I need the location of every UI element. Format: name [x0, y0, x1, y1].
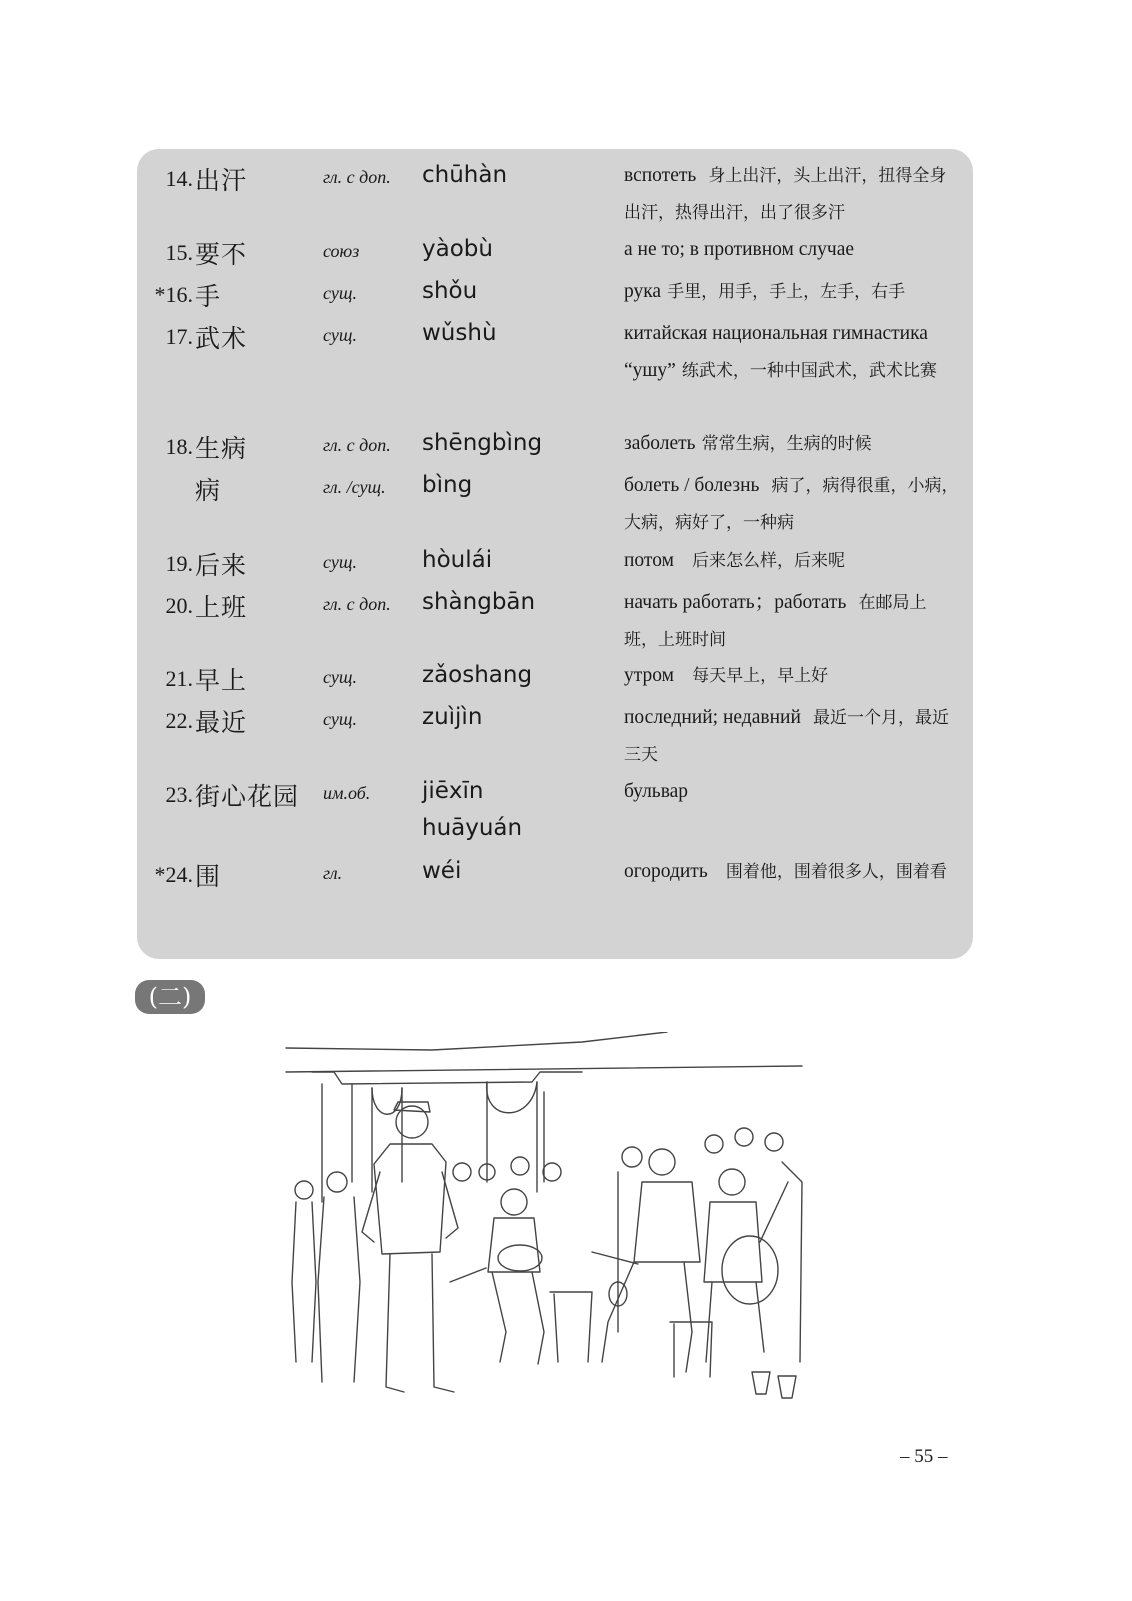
vocab-pinyin: wéi [422, 858, 462, 884]
vocab-pos: им.об. [323, 783, 371, 803]
vocab-translation [624, 542, 959, 579]
vocab-number: 15. [165, 240, 193, 265]
vocab-word: 最近 [195, 708, 248, 737]
vocab-pinyin: shēngbìng [422, 430, 543, 456]
vocab-examples: 身上出汗，头上出汗，扭得全身出汗，热得出汗，出了很多汗 [624, 166, 947, 223]
vocab-examples: 病了，病得很重，小病，大病，病好了，一种病 [624, 476, 959, 533]
vocab-pinyin-line2: huāyuán [422, 815, 523, 841]
vocab-translation [624, 773, 959, 810]
vocab-pinyin: wǔshù [422, 320, 497, 346]
vocab-pos: гл. с доп. [323, 167, 391, 187]
vocab-pinyin: jiēxīn [422, 778, 484, 804]
vocab-number: 18. [165, 434, 193, 459]
vocab-pos: сущ. [323, 552, 357, 572]
vocab-word: 生病 [195, 434, 248, 463]
vocab-meaning: начать работать；работать [624, 592, 847, 613]
vocab-pos: гл. /сущ. [323, 477, 386, 497]
vocab-examples: 后来怎么样，后来呢 [692, 551, 846, 571]
vocab-word: 要不 [195, 240, 248, 269]
vocab-examples: 在邮局上班，上班时间 [624, 593, 927, 650]
vocab-word: 手 [195, 282, 222, 311]
vocab-number: 14. [165, 166, 193, 191]
vocab-examples: 围着他，围着很多人，围着看 [725, 862, 947, 882]
vocab-pos: гл. с доп. [323, 435, 391, 455]
street-musicians-illustration [282, 1032, 804, 1416]
vocab-word: 后来 [195, 551, 248, 580]
vocabulary-panel [137, 149, 973, 959]
vocab-word: 上班 [195, 593, 248, 622]
vocab-meaning: утром [624, 665, 674, 686]
vocab-pinyin: shàngbān [422, 589, 536, 615]
page-number: – 55 – [900, 1446, 948, 1467]
vocab-number: 17. [165, 324, 193, 349]
vocab-pos: сущ. [323, 283, 357, 303]
vocab-translation [624, 315, 959, 389]
vocab-number: 21. [165, 666, 193, 691]
vocab-pos: сущ. [323, 325, 357, 345]
vocab-meaning: бульвар [624, 781, 689, 802]
vocab-number: 20. [165, 593, 193, 618]
vocab-meaning: рука [624, 281, 662, 302]
vocab-examples: 最近一个月，最近三天 [624, 708, 949, 765]
vocab-meaning: последний; недавний [624, 707, 801, 728]
section-marker: (二) [135, 980, 205, 1014]
vocab-translation [624, 584, 959, 658]
vocab-word: 病 [195, 476, 222, 505]
vocab-pos: сущ. [323, 667, 357, 687]
vocab-pinyin: yàobù [422, 236, 493, 262]
vocab-examples: 常常生病，生病的时候 [701, 434, 872, 454]
vocab-number: *16. [154, 282, 193, 307]
vocab-meaning: китайская национальная гимнастика “ушу” [624, 323, 928, 381]
vocab-pinyin: bìng [422, 472, 473, 498]
vocab-examples: 练武术，一种中国武术，武术比赛 [681, 361, 937, 381]
vocab-pos: гл. с доп. [323, 594, 391, 614]
vocab-word: 出汗 [195, 166, 248, 195]
vocab-pinyin: zǎoshang [422, 662, 533, 688]
vocab-pinyin: zuìjìn [422, 704, 483, 730]
vocab-meaning: заболеть [624, 433, 696, 454]
vocab-examples: 每天早上，早上好 [692, 666, 829, 686]
vocab-word: 武术 [195, 324, 248, 353]
vocab-pos: гл. [323, 863, 343, 883]
vocab-number: *24. [154, 862, 193, 887]
vocab-meaning: вспотеть [624, 165, 697, 186]
vocab-pinyin: hòulái [422, 547, 493, 573]
vocab-translation [624, 657, 959, 694]
vocab-meaning: а не то; в противном случае [624, 239, 855, 260]
vocab-pos: союз [323, 241, 360, 261]
vocab-meaning: болеть / болезнь [624, 475, 760, 496]
vocab-meaning: потом [624, 550, 674, 571]
vocab-translation [624, 231, 959, 268]
vocab-word: 街心花园 [195, 782, 300, 811]
vocab-translation [624, 467, 959, 541]
vocab-word: 早上 [195, 666, 248, 695]
vocab-translation [624, 699, 959, 773]
vocab-translation [624, 853, 959, 890]
vocab-meaning: огородить [624, 861, 708, 882]
vocab-translation [624, 157, 959, 231]
vocab-translation [624, 273, 959, 310]
vocab-pinyin: shǒu [422, 278, 478, 304]
vocab-pinyin: chūhàn [422, 162, 508, 188]
vocab-pos: сущ. [323, 709, 357, 729]
vocab-word: 围 [195, 862, 222, 891]
vocab-examples: 手里，用手，手上，左手，右手 [667, 282, 906, 302]
vocab-number: 22. [165, 708, 193, 733]
vocab-translation [624, 425, 959, 462]
vocab-number: 19. [165, 551, 193, 576]
vocab-number: 23. [165, 782, 193, 807]
